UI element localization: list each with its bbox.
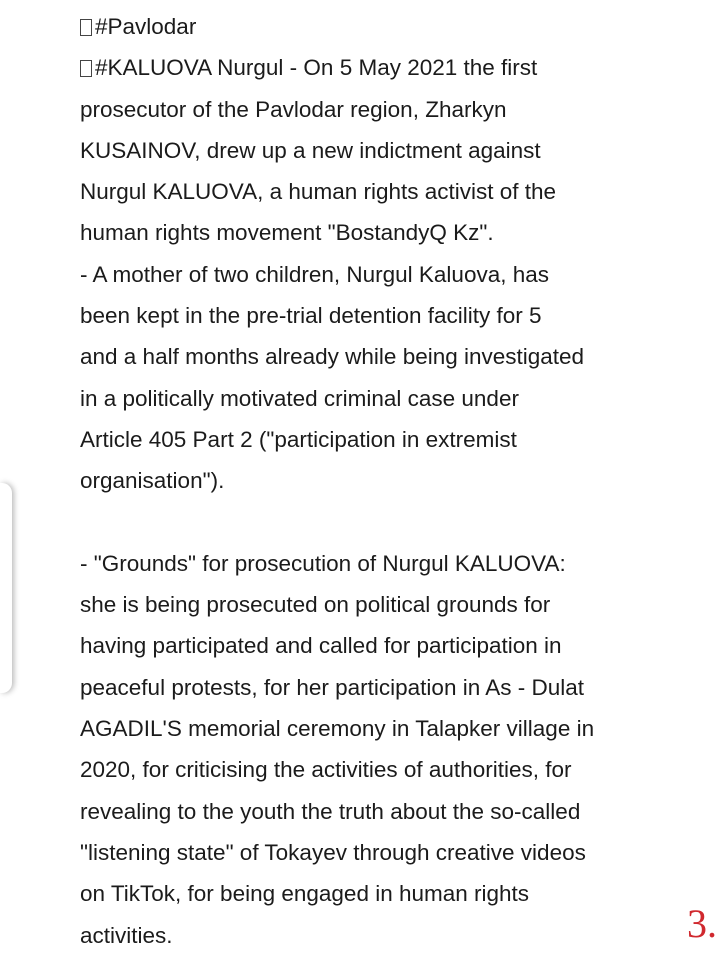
text-line: and a half months already while being investigated [80, 344, 585, 370]
page-number: 3. [687, 901, 717, 946]
text-line: human rights movement "BostandyQ Kz". [80, 220, 494, 246]
text-line: - "Grounds" for prosecution of Nurgul KALUOVA: [80, 550, 566, 576]
text-line: activities. [80, 922, 173, 948]
hashtag-line [80, 6, 680, 47]
text-line: - A mother of two children, Nurgul Kaluova, has [80, 261, 549, 287]
text-line: Nurgul KALUOVA, a human rights activist of the [80, 179, 557, 205]
text-line: peaceful protests, for her participation in As - Dulat [80, 674, 585, 700]
text-line: #KALUOVA Nurgul - On 5 May 2021 the first [80, 47, 680, 88]
text-line: revealing to the youth the truth about the so-called [80, 798, 581, 824]
text-line: organisation"). [80, 468, 225, 494]
missing-emoji-icon [80, 19, 92, 36]
hashtag-text: #Pavlodar [95, 14, 197, 39]
text-line: 2020, for criticising the activities of authorities, for [80, 757, 572, 783]
text-line: in a politically motivated criminal case under [80, 385, 519, 411]
text-line: she is being prosecuted on political grounds for [80, 592, 551, 618]
text-line: been kept in the pre-trial detention facility for 5 [80, 303, 542, 329]
text-line: AGADIL'S memorial ceremony in Talapker village in [80, 716, 595, 742]
text-line: on TikTok, for being engaged in human rights [80, 881, 530, 907]
text-line: prosecutor of the Pavlodar region, Zharkyn [80, 96, 507, 122]
page-edge-shadow [0, 483, 12, 693]
missing-emoji-icon [80, 60, 92, 77]
text-line: having participated and called for participation in [80, 633, 562, 659]
blank-line [80, 502, 680, 543]
text-line: KUSAINOV, drew up a new indictment against [80, 137, 541, 163]
text-line: Article 405 Part 2 ("participation in extremist [80, 426, 517, 452]
document-body [80, 6, 680, 956]
text-line: "listening state" of Tokayev through creative videos [80, 839, 586, 865]
